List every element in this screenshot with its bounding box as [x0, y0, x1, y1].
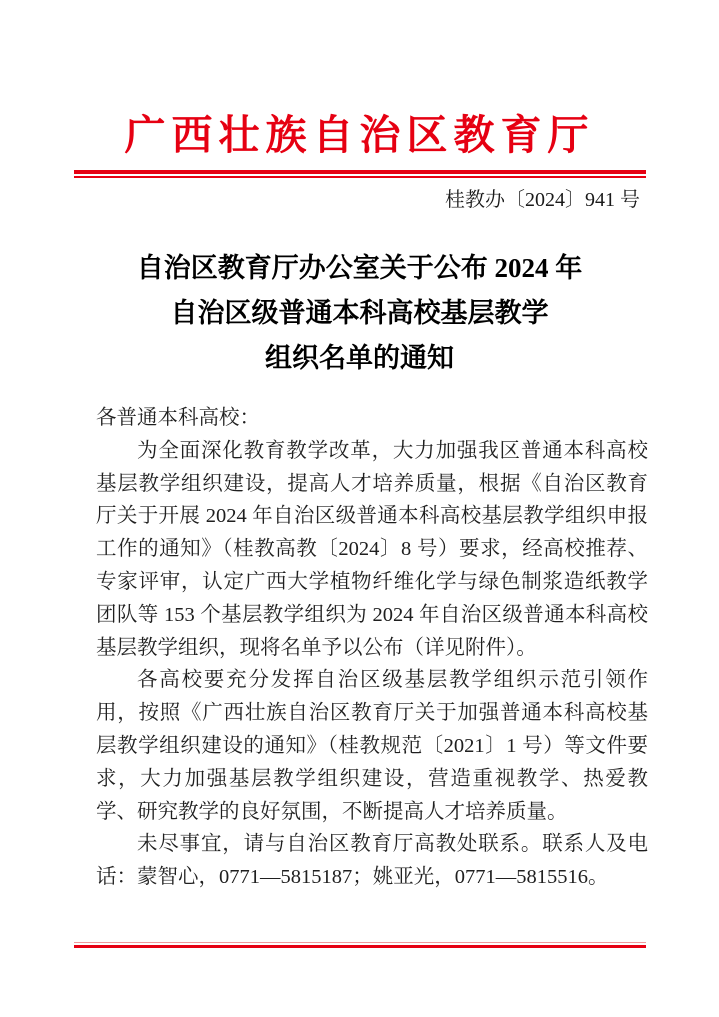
document-title: [0, 246, 719, 381]
footer-rule: [74, 942, 646, 948]
agency-letterhead: 广西壮族自治区教育厅: [124, 112, 595, 158]
body-paragraph-1: 为全面深化教育教学改革，大力加强我区普通本科高校基层教学组织建设，提高人才培养质量，根据《自治区教育厅关于开展 2024 年自治区级普通本科高校基层教学组织申报工作的通知》（桂教高教〔2024〕8 号）要求，经高校推荐、专家评审，认定广西大学植物纤维化学与绿色制浆造纸教学团队等 153 个基层教学组织为 2024 年自治区级普通本科高校基层教学组织，现将名单予以公布（详见附件）。: [96, 439, 648, 659]
document-title-line-3: 组织名单的通知: [265, 343, 454, 373]
document-body: [96, 402, 648, 894]
document-reference-number: 桂教办〔2024〕941 号: [445, 189, 640, 211]
letterhead-double-rule: [74, 170, 646, 178]
document-title-line-1: 自治区教育厅办公室关于公布 2024 年: [136, 253, 583, 283]
body-paragraph-3: 未尽事宜，请与自治区教育厅高教处联系。联系人及电话：蒙智心，0771—5815187；姚亚光，0771—5815516。: [96, 833, 648, 889]
body-paragraph-2: 各高校要充分发挥自治区级基层教学组织示范引领作用，按照《广西壮族自治区教育厅关于加强普通本科高校基层教学组织建设的通知》（桂教规范〔2021〕1 号）等文件要求，大力加强基层教学组织建设，营造重视教学、热爱教学、研究教学的良好氛围，不断提高人才培养质量。: [96, 669, 648, 823]
document-title-line-2: 自治区级普通本科高校基层教学: [170, 298, 549, 328]
salutation: 各普通本科高校：: [96, 407, 260, 429]
